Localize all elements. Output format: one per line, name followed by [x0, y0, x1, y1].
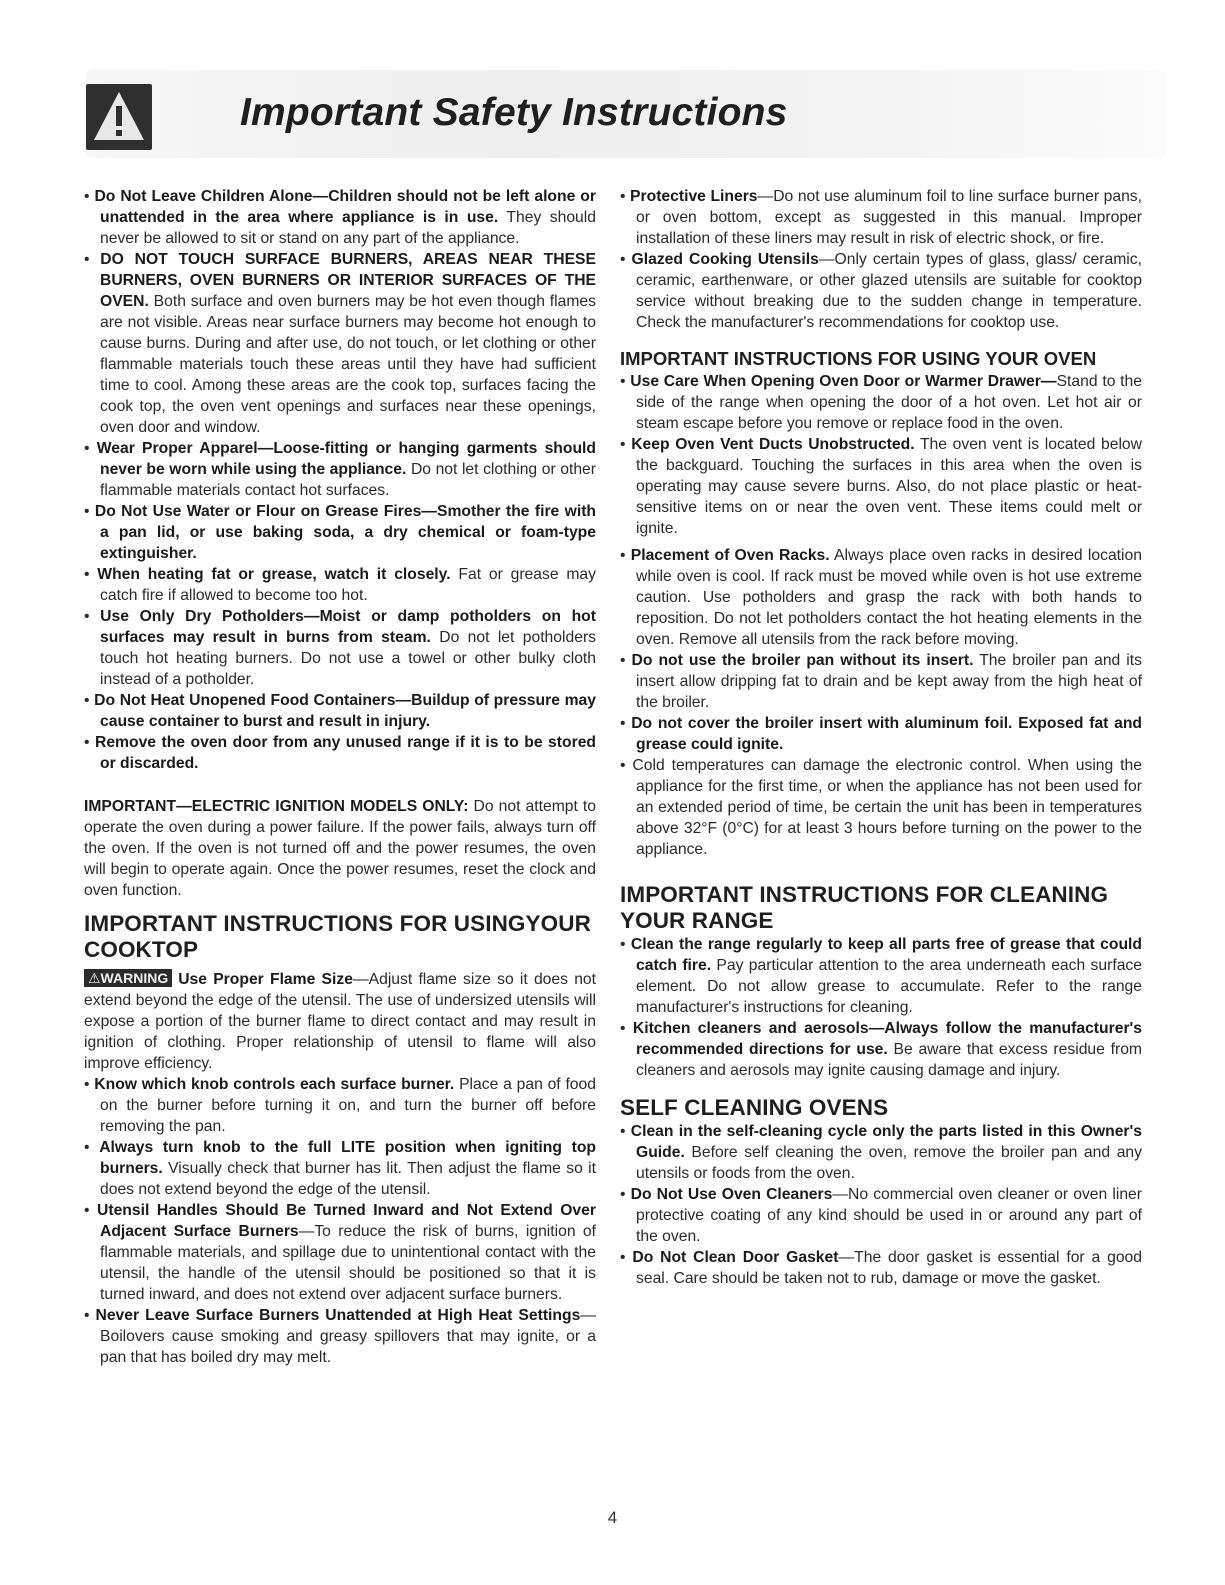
oven-item-door: • Use Care When Opening Oven Door or Warmer Drawer—Stand to the side of the range when opening the door of a hot oven. Let hot air or steam escape before you remove or replace food in the oven.: [620, 371, 1142, 434]
cleaning-item-aerosols: • Kitchen cleaners and aerosols—Always follow the manufacturer's recommended directions for use. Be aware that excess residue from cleaners and aerosols may ignite causing damage and injury.: [620, 1018, 1142, 1081]
flame-size-item: ⚠WARNING Use Proper Flame Size—Adjust flame size so it does not extend beyond the edge of the utensil. The use of undersized utensils will expose a portion of the burner flame to direct contact and may result in ignition of clothing. Proper relationship of utensil to flame will also improve efficiency.: [84, 970, 596, 1072]
page-number: 4: [607, 1508, 618, 1527]
cleaning-item-regularly: • Clean the range regularly to keep all parts free of grease that could catch fire. Pay particular attention to the area underneath each surface element. Do not allow grease to accumulate. Refer to the range manufacturer's instructions for cleaning.: [620, 934, 1142, 1018]
oven-item-vent: • Keep Oven Vent Ducts Unobstructed. The oven vent is located below the backguard. Touching the surfaces in this area when the oven is operating may cause severe burns. Also, do not place plastic or heat-sensitive items on or near the oven vent. These items could melt or ignite.: [620, 434, 1142, 539]
left-column: [84, 186, 596, 1368]
oven-item-cold-temperatures: • Cold temperatures can damage the electronic control. When using the appliance for the first time, or when the appliance has not been used for an extended period of time, be certain the unit has been in temperatures above 32°F (0°C) for at least 3 hours before turning on the power to the appliance.: [620, 755, 1142, 860]
oven-item-racks: • Placement of Oven Racks. Always place oven racks in desired location while oven is cool. If rack must be moved while oven is hot use extreme caution. Use potholders and grasp the rack with both hands to reposition. Do not let potholders contact the hot heating elements in the oven. Remove all utensils from the rack before moving.: [620, 545, 1142, 650]
cooktop-heading: IMPORTANT INSTRUCTIONS FOR USINGYOUR COOKTOP: [84, 911, 591, 962]
self-cleaning-item-oven-cleaners: • Do Not Use Oven Cleaners—No commercial oven cleaner or oven liner protective coating of any kind should be used in or around any part of the oven.: [620, 1184, 1142, 1247]
cleaning-heading: IMPORTANT INSTRUCTIONS FOR CLEANING YOUR RANGE: [620, 882, 1109, 933]
warning-exclamation-icon: [86, 84, 152, 150]
oven-heading: IMPORTANT INSTRUCTIONS FOR USING YOUR OVEN: [620, 348, 1097, 369]
cooktop-item-unattended: • Never Leave Surface Burners Unattended at High Heat Settings—Boilovers cause smoking and greasy spillovers that may ignite, or a pan that has boiled dry may melt.: [84, 1305, 596, 1368]
safety-item-food-containers: • Do Not Heat Unopened Food Containers—Buildup of pressure may cause container to burst and result in injury.: [84, 690, 596, 732]
right-column: [620, 186, 1142, 1289]
safety-item-do-not-touch: • DO NOT TOUCH SURFACE BURNERS, AREAS NEAR THESE BURNERS, OVEN BURNERS OR INTERIOR SURFACES OF THE OVEN. Both surface and oven burners may be hot even though flames are not visible. Areas near surface burners may become hot enough to cause burns. During and after use, do not touch, or let clothing or other flammable materials touch these areas until they have had sufficient time to cool. Among these areas are the cook top, surfaces facing the cook top, the oven vent openings and surfaces near these openings, oven door and window.: [84, 249, 596, 438]
safety-item-oven-door: • Remove the oven door from any unused range if it is to be stored or discarded.: [84, 732, 596, 774]
self-cleaning-item-parts: • Clean in the self-cleaning cycle only the parts listed in this Owner's Guide. Before self cleaning the oven, remove the broiler pan and any utensils or foods from the oven.: [620, 1121, 1142, 1184]
electric-ignition-note: IMPORTANT—ELECTRIC IGNITION MODELS ONLY: Do not attempt to operate the oven during a power failure. If the power fails, always turn off the oven. If the oven is not turned off and the power resumes, the oven will begin to operate again. Once the power resumes, reset the clock and oven function.: [84, 798, 596, 899]
cooktop-item-knob: • Know which knob controls each surface burner. Place a pan of food on the burner before turning it on, and turn the burner off before removing the pan.: [84, 1074, 596, 1137]
warning-badge: ⚠WARNING: [84, 969, 172, 987]
cooktop-item-handles: • Utensil Handles Should Be Turned Inward and Not Extend Over Adjacent Surface Burners—To reduce the risk of burns, ignition of flammable materials, and spillage due to unintentional contact with the utensil, the handle of the utensil should be positioned so that it is turned inward, and does not extend over adjacent surface burners.: [84, 1200, 596, 1305]
safety-item-potholders: • Use Only Dry Potholders—Moist or damp potholders on hot surfaces may result in burns from steam. Do not let potholders touch hot heating burners. Do not use a towel or other bulky cloth instead of a potholder.: [84, 606, 596, 690]
page-title: Important Safety Instructions: [240, 91, 788, 134]
safety-item-heating-fat: • When heating fat or grease, watch it closely. Fat or grease may catch fire if allowed to become too hot.: [84, 564, 596, 606]
cooktop-item-lite: • Always turn knob to the full LITE position when igniting top burners. Visually check that burner has lit. Then adjust the flame so it does not extend beyond the edge of the utensil.: [84, 1137, 596, 1200]
oven-item-broiler-foil: • Do not cover the broiler insert with aluminum foil. Exposed fat and grease could ignite.: [620, 713, 1142, 755]
self-cleaning-item-gasket: • Do Not Clean Door Gasket—The door gasket is essential for a good seal. Care should be taken not to rub, damage or move the gasket.: [620, 1247, 1142, 1289]
oven-item-broiler-pan: • Do not use the broiler pan without its insert. The broiler pan and its insert allow dripping fat to drain and be kept away from the high heat of the broiler.: [620, 650, 1142, 713]
safety-item-children: • Do Not Leave Children Alone—Children should not be left alone or unattended in the area where appliance is in use. They should never be allowed to sit or stand on any part of the appliance.: [84, 186, 596, 249]
safety-item-apparel: • Wear Proper Apparel—Loose-fitting or hanging garments should never be worn while using the appliance. Do not let clothing or other flammable materials contact hot surfaces.: [84, 438, 596, 501]
safety-item-glazed-utensils: • Glazed Cooking Utensils—Only certain types of glass, glass/ ceramic, ceramic, earthenware, or other glazed utensils are suitable for cooktop service without breaking due to the sudden change in temperature. Check the manufacturer's recommendations for cooktop use.: [620, 249, 1142, 333]
self-cleaning-heading: SELF CLEANING OVENS: [620, 1095, 889, 1120]
safety-item-grease-fires: • Do Not Use Water or Flour on Grease Fires—Smother the fire with a pan lid, or use baking soda, a dry chemical or foam-type extinguisher.: [84, 501, 596, 564]
safety-item-liners: • Protective Liners—Do not use aluminum foil to line surface burner pans, or oven bottom, except as suggested in this manual. Improper installation of these liners may result in risk of electric shock, or fire.: [620, 186, 1142, 249]
